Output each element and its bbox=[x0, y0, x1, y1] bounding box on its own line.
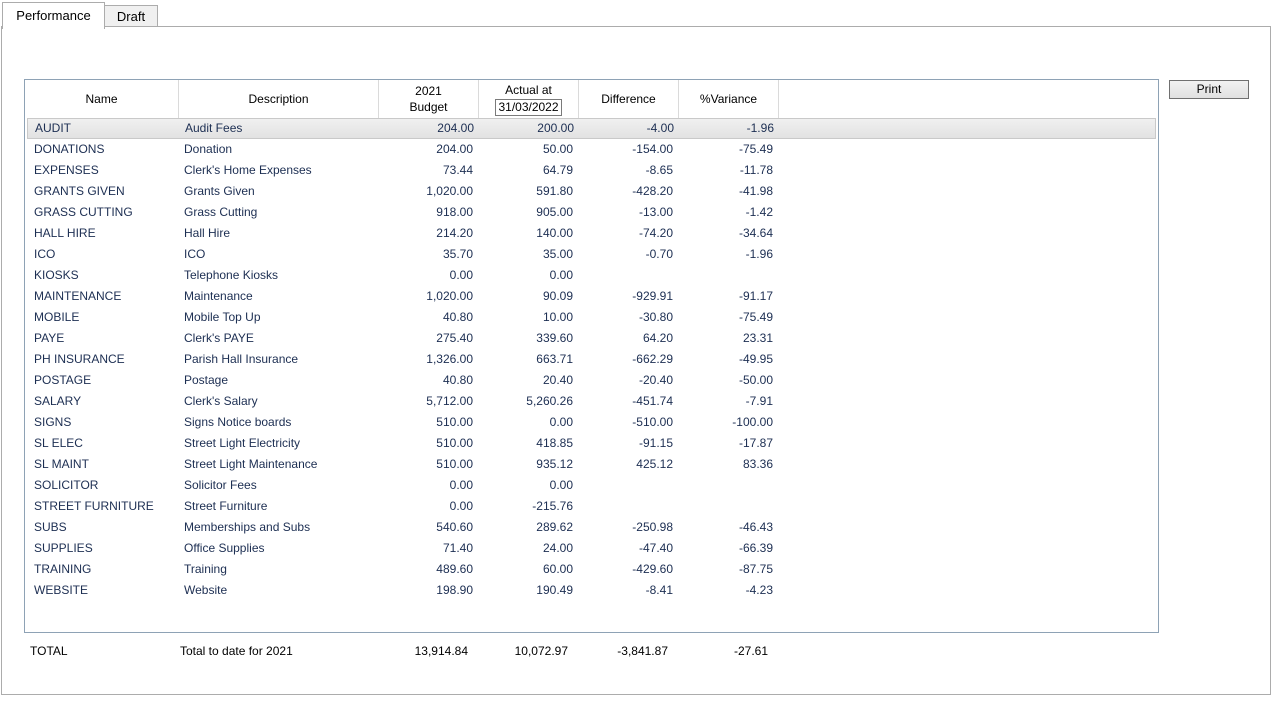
cell-description: Audit Fees bbox=[185, 121, 243, 135]
cell-variance: -75.49 bbox=[738, 142, 773, 156]
cell-variance bbox=[683, 475, 773, 496]
cell-actual: 0.00 bbox=[549, 268, 573, 282]
cell-budget: 71.40 bbox=[442, 541, 473, 555]
performance-grid bbox=[24, 79, 1159, 633]
cell-description: Clerk's Salary bbox=[184, 394, 258, 408]
cell-description: Signs Notice boards bbox=[184, 415, 292, 429]
header-budget-year: 2021 bbox=[415, 84, 442, 98]
header-name[interactable] bbox=[25, 80, 179, 118]
cell-difference: -250.98 bbox=[632, 520, 673, 534]
cell-description: Solicitor Fees bbox=[184, 478, 257, 492]
cell-budget: 918.00 bbox=[436, 205, 473, 219]
cell-variance: -100.00 bbox=[732, 415, 773, 429]
table-row[interactable] bbox=[27, 370, 1156, 391]
cell-budget: 73.44 bbox=[442, 163, 473, 177]
cell-variance: -11.78 bbox=[739, 163, 773, 177]
cell-variance: -1.96 bbox=[745, 247, 773, 261]
cell-budget: 198.90 bbox=[436, 583, 473, 597]
cell-difference bbox=[583, 265, 673, 286]
cell-description: Postage bbox=[184, 373, 229, 387]
cell-difference: -30.80 bbox=[638, 310, 673, 324]
total-difference: -3,841.87 bbox=[617, 644, 668, 658]
cell-difference: -510.00 bbox=[632, 415, 673, 429]
cell-name: SOLICITOR bbox=[34, 478, 99, 492]
cell-budget: 0.00 bbox=[449, 499, 473, 513]
cell-difference: -4.00 bbox=[646, 121, 674, 135]
cell-difference: -429.60 bbox=[632, 562, 673, 576]
cell-actual: 190.49 bbox=[536, 583, 573, 597]
cell-variance: 83.36 bbox=[742, 457, 773, 471]
cell-budget: 510.00 bbox=[436, 457, 473, 471]
cell-description: Parish Hall Insurance bbox=[184, 352, 299, 366]
cell-actual: 935.12 bbox=[536, 457, 573, 471]
cell-budget: 1,020.00 bbox=[426, 184, 473, 198]
total-variance: -27.61 bbox=[733, 644, 768, 658]
cell-description: Donation bbox=[184, 142, 233, 156]
header-name-label: Name bbox=[85, 92, 118, 106]
total-description: Total to date for 2021 bbox=[180, 644, 293, 658]
table-row[interactable] bbox=[27, 496, 1156, 517]
header-difference[interactable] bbox=[579, 80, 679, 118]
header-description[interactable] bbox=[179, 80, 379, 118]
cell-description: ICO bbox=[184, 247, 206, 261]
cell-budget: 1,326.00 bbox=[426, 352, 473, 366]
cell-description: Hall Hire bbox=[184, 226, 231, 240]
cell-variance: -34.64 bbox=[738, 226, 773, 240]
cell-difference: -154.00 bbox=[632, 142, 673, 156]
cell-name: AUDIT bbox=[35, 121, 71, 135]
cell-difference: -20.40 bbox=[638, 373, 673, 387]
table-row[interactable] bbox=[27, 139, 1156, 160]
table-row[interactable] bbox=[27, 202, 1156, 223]
cell-description: Office Supplies bbox=[184, 541, 265, 555]
cell-name: TRAINING bbox=[34, 562, 92, 576]
cell-actual: 0.00 bbox=[549, 415, 573, 429]
total-budget: 13,914.84 bbox=[414, 644, 468, 658]
header-budget-label: Budget bbox=[409, 100, 448, 114]
header-budget[interactable] bbox=[379, 80, 479, 118]
cell-variance bbox=[683, 265, 773, 286]
tab-performance[interactable]: Performance bbox=[2, 2, 105, 29]
cell-name: GRANTS GIVEN bbox=[34, 184, 125, 198]
cell-variance: -50.00 bbox=[738, 373, 773, 387]
cell-name: HALL HIRE bbox=[34, 226, 96, 240]
table-row[interactable] bbox=[27, 559, 1156, 580]
cell-variance: 23.31 bbox=[742, 331, 773, 345]
table-row[interactable] bbox=[27, 391, 1156, 412]
tab-draft[interactable]: Draft bbox=[104, 5, 158, 27]
cell-variance: -7.91 bbox=[745, 394, 773, 408]
cell-variance: -87.75 bbox=[738, 562, 773, 576]
cell-variance: -46.43 bbox=[738, 520, 773, 534]
cell-description: Street Furniture bbox=[184, 499, 268, 513]
cell-description: Maintenance bbox=[184, 289, 253, 303]
grid-header bbox=[25, 80, 1158, 118]
cell-actual: 64.79 bbox=[542, 163, 573, 177]
table-row[interactable] bbox=[27, 433, 1156, 454]
print-button[interactable]: Print bbox=[1169, 80, 1249, 99]
cell-budget: 489.60 bbox=[436, 562, 473, 576]
cell-actual: 140.00 bbox=[536, 226, 573, 240]
cell-name: WEBSITE bbox=[34, 583, 89, 597]
header-description-label: Description bbox=[248, 92, 309, 106]
cell-actual: 591.80 bbox=[536, 184, 573, 198]
cell-name: SL ELEC bbox=[34, 436, 83, 450]
cell-budget: 1,020.00 bbox=[426, 289, 473, 303]
table-row[interactable] bbox=[27, 160, 1156, 181]
cell-description: Grass Cutting bbox=[184, 205, 258, 219]
cell-actual: 200.00 bbox=[537, 121, 574, 135]
cell-budget: 275.40 bbox=[436, 331, 473, 345]
cell-actual: 905.00 bbox=[536, 205, 573, 219]
cell-name: POSTAGE bbox=[34, 373, 92, 387]
cell-budget: 510.00 bbox=[436, 415, 473, 429]
cell-description: Training bbox=[184, 562, 227, 576]
cell-actual: 20.40 bbox=[542, 373, 573, 387]
cell-variance: -4.23 bbox=[745, 583, 773, 597]
table-row[interactable] bbox=[27, 286, 1156, 307]
cell-name: EXPENSES bbox=[34, 163, 99, 177]
cell-name: MOBILE bbox=[34, 310, 80, 324]
cell-actual: 10.00 bbox=[542, 310, 573, 324]
cell-description: Website bbox=[184, 583, 228, 597]
cell-budget: 0.00 bbox=[449, 268, 473, 282]
cell-actual: 35.00 bbox=[542, 247, 573, 261]
cell-budget: 214.20 bbox=[436, 226, 473, 240]
header-actual-label: Actual at bbox=[505, 83, 552, 97]
cell-difference: -91.15 bbox=[638, 436, 673, 450]
cell-actual: 5,260.26 bbox=[526, 394, 573, 408]
cell-budget: 40.80 bbox=[442, 310, 473, 324]
cell-name: DONATIONS bbox=[34, 142, 105, 156]
table-row[interactable] bbox=[27, 580, 1156, 601]
cell-description: Street Light Maintenance bbox=[184, 457, 318, 471]
cell-difference bbox=[583, 496, 673, 517]
cell-description: Clerk's Home Expenses bbox=[184, 163, 312, 177]
cell-name: SUBS bbox=[34, 520, 67, 534]
cell-difference: -662.29 bbox=[632, 352, 673, 366]
cell-name: SL MAINT bbox=[34, 457, 89, 471]
cell-variance: -41.98 bbox=[738, 184, 773, 198]
cell-name: ICO bbox=[34, 247, 56, 261]
header-variance[interactable] bbox=[679, 80, 779, 118]
table-row[interactable] bbox=[27, 118, 1156, 139]
cell-name: PAYE bbox=[34, 331, 65, 345]
table-row[interactable] bbox=[27, 475, 1156, 496]
table-row[interactable] bbox=[27, 412, 1156, 433]
cell-difference: -0.70 bbox=[645, 247, 673, 261]
cell-difference: -929.91 bbox=[632, 289, 673, 303]
cell-budget: 204.00 bbox=[437, 121, 474, 135]
cell-actual: 90.09 bbox=[542, 289, 573, 303]
cell-name: SUPPLIES bbox=[34, 541, 93, 555]
cell-budget: 0.00 bbox=[449, 478, 473, 492]
cell-variance: -75.49 bbox=[738, 310, 773, 324]
table-row[interactable] bbox=[27, 454, 1156, 475]
cell-actual: 339.60 bbox=[536, 331, 573, 345]
cell-description: Clerk's PAYE bbox=[184, 331, 254, 345]
table-row[interactable] bbox=[27, 223, 1156, 244]
cell-budget: 540.60 bbox=[436, 520, 473, 534]
total-actual: 10,072.97 bbox=[514, 644, 568, 658]
cell-budget: 204.00 bbox=[436, 142, 473, 156]
cell-difference: -74.20 bbox=[638, 226, 673, 240]
cell-name: PH INSURANCE bbox=[34, 352, 125, 366]
table-row[interactable] bbox=[27, 349, 1156, 370]
cell-variance bbox=[683, 496, 773, 517]
cell-difference: -13.00 bbox=[638, 205, 673, 219]
cell-name: GRASS CUTTING bbox=[34, 205, 133, 219]
table-row[interactable] bbox=[27, 328, 1156, 349]
header-variance-label: %Variance bbox=[699, 92, 758, 106]
cell-budget: 510.00 bbox=[436, 436, 473, 450]
cell-actual: 663.71 bbox=[536, 352, 573, 366]
cell-description: Memberships and Subs bbox=[184, 520, 311, 534]
cell-name: SALARY bbox=[34, 394, 82, 408]
cell-variance: -1.42 bbox=[745, 205, 773, 219]
total-name: TOTAL bbox=[30, 644, 68, 658]
cell-actual: 50.00 bbox=[542, 142, 573, 156]
cell-variance: -49.95 bbox=[738, 352, 773, 366]
cell-budget: 5,712.00 bbox=[426, 394, 473, 408]
cell-name: SIGNS bbox=[34, 415, 72, 429]
cell-budget: 35.70 bbox=[442, 247, 473, 261]
table-row[interactable] bbox=[27, 517, 1156, 538]
table-row[interactable] bbox=[27, 244, 1156, 265]
cell-name: KIOSKS bbox=[34, 268, 79, 282]
header-difference-label: Difference bbox=[601, 92, 656, 106]
cell-difference: -8.65 bbox=[645, 163, 673, 177]
cell-variance: -1.96 bbox=[746, 121, 774, 135]
cell-description: Grants Given bbox=[184, 184, 255, 198]
cell-description: Telephone Kiosks bbox=[184, 268, 279, 282]
cell-difference: -451.74 bbox=[632, 394, 673, 408]
actual-date-input[interactable]: 31/03/2022 bbox=[495, 99, 561, 116]
cell-actual: 289.62 bbox=[536, 520, 573, 534]
cell-actual: 0.00 bbox=[549, 478, 573, 492]
table-row[interactable] bbox=[27, 265, 1156, 286]
cell-difference: -47.40 bbox=[638, 541, 673, 555]
cell-actual: 60.00 bbox=[542, 562, 573, 576]
total-row bbox=[0, 641, 800, 661]
table-row[interactable] bbox=[27, 307, 1156, 328]
cell-actual: 24.00 bbox=[542, 541, 573, 555]
cell-actual: 418.85 bbox=[536, 436, 573, 450]
table-row[interactable] bbox=[27, 181, 1156, 202]
table-row[interactable] bbox=[27, 538, 1156, 559]
cell-difference: -428.20 bbox=[632, 184, 673, 198]
cell-difference: -8.41 bbox=[645, 583, 673, 597]
cell-variance: -91.17 bbox=[738, 289, 773, 303]
cell-name: STREET FURNITURE bbox=[34, 499, 154, 513]
cell-difference bbox=[583, 475, 673, 496]
cell-actual: -215.76 bbox=[532, 499, 573, 513]
cell-name: MAINTENANCE bbox=[34, 289, 122, 303]
cell-budget: 40.80 bbox=[442, 373, 473, 387]
cell-difference: 425.12 bbox=[636, 457, 673, 471]
cell-difference: 64.20 bbox=[642, 331, 673, 345]
cell-description: Street Light Electricity bbox=[184, 436, 301, 450]
cell-variance: -66.39 bbox=[738, 541, 773, 555]
cell-variance: -17.87 bbox=[738, 436, 773, 450]
cell-description: Mobile Top Up bbox=[184, 310, 261, 324]
header-actual bbox=[479, 80, 579, 118]
